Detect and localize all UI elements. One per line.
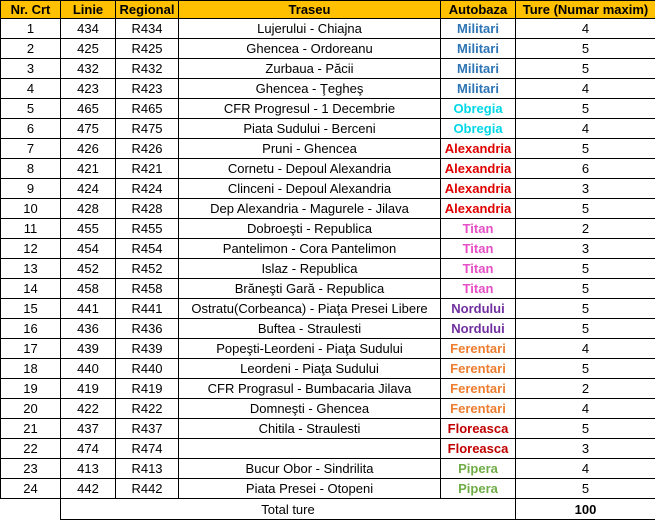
- cell-regional[interactable]: R439: [116, 339, 179, 359]
- cell-traseu[interactable]: Islaz - Republica: [179, 259, 441, 279]
- cell-autobaza[interactable]: Militari: [441, 59, 516, 79]
- table-row: [1, 179, 655, 199]
- table-row: [1, 119, 655, 139]
- cell-ture[interactable]: 5: [516, 419, 655, 439]
- cell-regional[interactable]: R434: [116, 19, 179, 39]
- cell-ture[interactable]: 5: [516, 99, 655, 119]
- cell-linie[interactable]: 423: [61, 79, 116, 99]
- table-row: [1, 259, 655, 279]
- table-row: [1, 419, 655, 439]
- cell-traseu[interactable]: Ghencea - Ţegheş: [179, 79, 441, 99]
- header-nr-crt[interactable]: Nr. Crt: [1, 1, 61, 19]
- cell-traseu[interactable]: Cornetu - Depoul Alexandria: [179, 159, 441, 179]
- cell-regional[interactable]: R452: [116, 259, 179, 279]
- cell-nr-crt[interactable]: 20: [1, 399, 61, 419]
- cell-traseu[interactable]: Bucur Obor - Sindrilita: [179, 459, 441, 479]
- cell-linie[interactable]: 432: [61, 59, 116, 79]
- cell-ture[interactable]: 4: [516, 459, 655, 479]
- cell-linie[interactable]: 419: [61, 379, 116, 399]
- cell-linie[interactable]: 437: [61, 419, 116, 439]
- cell-regional[interactable]: R442: [116, 479, 179, 499]
- total-row: [1, 499, 655, 520]
- cell-regional[interactable]: R454: [116, 239, 179, 259]
- cell-traseu[interactable]: Lujerului - Chiajna: [179, 19, 441, 39]
- cell-autobaza[interactable]: Floreasca: [441, 439, 516, 459]
- cell-linie[interactable]: 413: [61, 459, 116, 479]
- cell-autobaza[interactable]: Obregia: [441, 99, 516, 119]
- cell-regional[interactable]: R436: [116, 319, 179, 339]
- cell-nr-crt[interactable]: 23: [1, 459, 61, 479]
- cell-traseu[interactable]: Domneşti - Ghencea: [179, 399, 441, 419]
- table-row: [1, 279, 655, 299]
- cell-ture[interactable]: 4: [516, 79, 655, 99]
- cell-ture[interactable]: 3: [516, 179, 655, 199]
- cell-linie[interactable]: 428: [61, 199, 116, 219]
- cell-nr-crt[interactable]: 16: [1, 319, 61, 339]
- cell-autobaza[interactable]: Pipera: [441, 459, 516, 479]
- cell-regional[interactable]: R421: [116, 159, 179, 179]
- cell-linie[interactable]: 440: [61, 359, 116, 379]
- table-row: [1, 459, 655, 479]
- cell-nr-crt[interactable]: 18: [1, 359, 61, 379]
- cell-linie[interactable]: 434: [61, 19, 116, 39]
- table-row: [1, 339, 655, 359]
- cell-ture[interactable]: 5: [516, 479, 655, 499]
- cell-traseu[interactable]: Dobroeşti - Republica: [179, 219, 441, 239]
- cell-nr-crt[interactable]: 4: [1, 79, 61, 99]
- cell-ture[interactable]: 5: [516, 199, 655, 219]
- table-row: [1, 39, 655, 59]
- table-row: [1, 439, 655, 459]
- cell-traseu[interactable]: Piata Presei - Otopeni: [179, 479, 441, 499]
- cell-ture[interactable]: 2: [516, 379, 655, 399]
- table-row: [1, 59, 655, 79]
- cell-ture[interactable]: 2: [516, 219, 655, 239]
- cell-linie[interactable]: 425: [61, 39, 116, 59]
- cell-nr-crt[interactable]: 24: [1, 479, 61, 499]
- cell-autobaza[interactable]: Obregia: [441, 119, 516, 139]
- cell-nr-crt[interactable]: 9: [1, 179, 61, 199]
- header-autobaza[interactable]: Autobaza: [441, 1, 516, 19]
- cell-traseu[interactable]: Ghencea - Ordoreanu: [179, 39, 441, 59]
- cell-regional[interactable]: R426: [116, 139, 179, 159]
- table-row: [1, 19, 655, 39]
- header-traseu[interactable]: Traseu: [179, 1, 441, 19]
- cell-nr-crt[interactable]: 7: [1, 139, 61, 159]
- cell-regional[interactable]: R474: [116, 439, 179, 459]
- cell-regional[interactable]: R432: [116, 59, 179, 79]
- total-label[interactable]: Total ture: [61, 499, 516, 520]
- table-row: [1, 239, 655, 259]
- cell-regional[interactable]: R437: [116, 419, 179, 439]
- cell-autobaza[interactable]: Nordului: [441, 319, 516, 339]
- table-row: [1, 139, 655, 159]
- cell-nr-crt[interactable]: 19: [1, 379, 61, 399]
- cell-nr-crt[interactable]: 14: [1, 279, 61, 299]
- cell-autobaza[interactable]: Alexandria: [441, 139, 516, 159]
- cell-linie[interactable]: 458: [61, 279, 116, 299]
- cell-nr-crt[interactable]: 17: [1, 339, 61, 359]
- cell-ture[interactable]: 4: [516, 19, 655, 39]
- cell-ture[interactable]: 5: [516, 59, 655, 79]
- table-row: [1, 159, 655, 179]
- cell-regional[interactable]: R422: [116, 399, 179, 419]
- cell-linie[interactable]: 452: [61, 259, 116, 279]
- cell-autobaza[interactable]: Titan: [441, 279, 516, 299]
- cell-linie[interactable]: 465: [61, 99, 116, 119]
- cell-nr-crt[interactable]: 13: [1, 259, 61, 279]
- cell-autobaza[interactable]: Alexandria: [441, 199, 516, 219]
- cell-nr-crt[interactable]: 5: [1, 99, 61, 119]
- cell-linie[interactable]: 455: [61, 219, 116, 239]
- cell-ture[interactable]: 5: [516, 39, 655, 59]
- cell-traseu[interactable]: CFR Progresul - 1 Decembrie: [179, 99, 441, 119]
- cell-traseu[interactable]: Dep Alexandria - Magurele - Jilava: [179, 199, 441, 219]
- cell-nr-crt[interactable]: 3: [1, 59, 61, 79]
- cell-autobaza[interactable]: Militari: [441, 39, 516, 59]
- table-row: [1, 319, 655, 339]
- cell-linie[interactable]: 421: [61, 159, 116, 179]
- cell-traseu[interactable]: Brăneşti Gară - Republica: [179, 279, 441, 299]
- cell-linie[interactable]: 474: [61, 439, 116, 459]
- cell-traseu[interactable]: Piata Sudului - Berceni: [179, 119, 441, 139]
- total-value[interactable]: 100: [516, 499, 655, 520]
- cell-ture[interactable]: 5: [516, 359, 655, 379]
- table-row: [1, 79, 655, 99]
- cell-ture[interactable]: 3: [516, 439, 655, 459]
- header-ture[interactable]: Ture (Numar maxim): [516, 1, 655, 19]
- cell-nr-crt[interactable]: 11: [1, 219, 61, 239]
- cell-regional[interactable]: R424: [116, 179, 179, 199]
- cell-ture[interactable]: 5: [516, 319, 655, 339]
- cell-nr-crt[interactable]: 12: [1, 239, 61, 259]
- cell-traseu[interactable]: Zurbaua - Păcii: [179, 59, 441, 79]
- cell-traseu[interactable]: Clinceni - Depoul Alexandria: [179, 179, 441, 199]
- cell-ture[interactable]: 5: [516, 259, 655, 279]
- cell-regional[interactable]: R428: [116, 199, 179, 219]
- cell-ture[interactable]: 6: [516, 159, 655, 179]
- cell-regional[interactable]: R441: [116, 299, 179, 319]
- cell-traseu[interactable]: CFR Prograsul - Bumbacaria Jilava: [179, 379, 441, 399]
- cell-traseu[interactable]: Chitila - Straulesti: [179, 419, 441, 439]
- header-row: [1, 1, 655, 19]
- table-row: [1, 379, 655, 399]
- cell-linie[interactable]: 424: [61, 179, 116, 199]
- header-regional[interactable]: Regional: [116, 1, 179, 19]
- cell-autobaza[interactable]: Ferentari: [441, 399, 516, 419]
- table-row: [1, 219, 655, 239]
- cell-nr-crt[interactable]: 6: [1, 119, 61, 139]
- header-linie[interactable]: Linie: [61, 1, 116, 19]
- table-row: [1, 479, 655, 499]
- cell-autobaza[interactable]: Ferentari: [441, 379, 516, 399]
- cell-linie[interactable]: 436: [61, 319, 116, 339]
- cell-ture[interactable]: 4: [516, 339, 655, 359]
- cell-autobaza[interactable]: Alexandria: [441, 179, 516, 199]
- cell-nr-crt[interactable]: 15: [1, 299, 61, 319]
- cell-autobaza[interactable]: Floreasca: [441, 419, 516, 439]
- table-row: [1, 359, 655, 379]
- cell-ture[interactable]: 4: [516, 119, 655, 139]
- cell-autobaza[interactable]: Pipera: [441, 479, 516, 499]
- cell-nr-crt[interactable]: 2: [1, 39, 61, 59]
- cell-ture[interactable]: 3: [516, 239, 655, 259]
- cell-traseu[interactable]: [179, 439, 441, 459]
- cell-autobaza[interactable]: Titan: [441, 239, 516, 259]
- cell-traseu[interactable]: Pantelimon - Cora Pantelimon: [179, 239, 441, 259]
- cell-autobaza[interactable]: Titan: [441, 259, 516, 279]
- cell-linie[interactable]: 454: [61, 239, 116, 259]
- cell-regional[interactable]: R465: [116, 99, 179, 119]
- cell-autobaza[interactable]: Nordului: [441, 299, 516, 319]
- cell-nr-crt[interactable]: 10: [1, 199, 61, 219]
- empty-cell[interactable]: [1, 499, 61, 520]
- cell-autobaza[interactable]: Militari: [441, 19, 516, 39]
- cell-traseu[interactable]: Ostratu(Corbeanca) - Piaţa Presei Libere: [179, 299, 441, 319]
- cell-regional[interactable]: R475: [116, 119, 179, 139]
- cell-linie[interactable]: 422: [61, 399, 116, 419]
- cell-nr-crt[interactable]: 8: [1, 159, 61, 179]
- cell-regional[interactable]: R419: [116, 379, 179, 399]
- cell-regional[interactable]: R425: [116, 39, 179, 59]
- cell-regional[interactable]: R455: [116, 219, 179, 239]
- cell-linie[interactable]: 441: [61, 299, 116, 319]
- cell-linie[interactable]: 442: [61, 479, 116, 499]
- cell-regional[interactable]: R440: [116, 359, 179, 379]
- cell-nr-crt[interactable]: 22: [1, 439, 61, 459]
- cell-autobaza[interactable]: Titan: [441, 219, 516, 239]
- cell-traseu[interactable]: Buftea - Straulesti: [179, 319, 441, 339]
- cell-regional[interactable]: R423: [116, 79, 179, 99]
- cell-linie[interactable]: 475: [61, 119, 116, 139]
- cell-linie[interactable]: 426: [61, 139, 116, 159]
- cell-autobaza[interactable]: Alexandria: [441, 159, 516, 179]
- cell-traseu[interactable]: Pruni - Ghencea: [179, 139, 441, 159]
- cell-ture[interactable]: 5: [516, 299, 655, 319]
- table-row: [1, 399, 655, 419]
- table-body: [1, 19, 655, 499]
- cell-autobaza[interactable]: Ferentari: [441, 339, 516, 359]
- cell-ture[interactable]: 5: [516, 279, 655, 299]
- table-row: [1, 199, 655, 219]
- cell-ture[interactable]: 5: [516, 139, 655, 159]
- cell-regional[interactable]: R413: [116, 459, 179, 479]
- cell-ture[interactable]: 4: [516, 399, 655, 419]
- cell-autobaza[interactable]: Militari: [441, 79, 516, 99]
- table-row: [1, 299, 655, 319]
- cell-linie[interactable]: 439: [61, 339, 116, 359]
- cell-traseu[interactable]: Leordeni - Piaţa Sudului: [179, 359, 441, 379]
- cell-traseu[interactable]: Popeşti-Leordeni - Piaţa Sudului: [179, 339, 441, 359]
- cell-autobaza[interactable]: Ferentari: [441, 359, 516, 379]
- cell-nr-crt[interactable]: 1: [1, 19, 61, 39]
- cell-nr-crt[interactable]: 21: [1, 419, 61, 439]
- cell-regional[interactable]: R458: [116, 279, 179, 299]
- table-row: [1, 99, 655, 119]
